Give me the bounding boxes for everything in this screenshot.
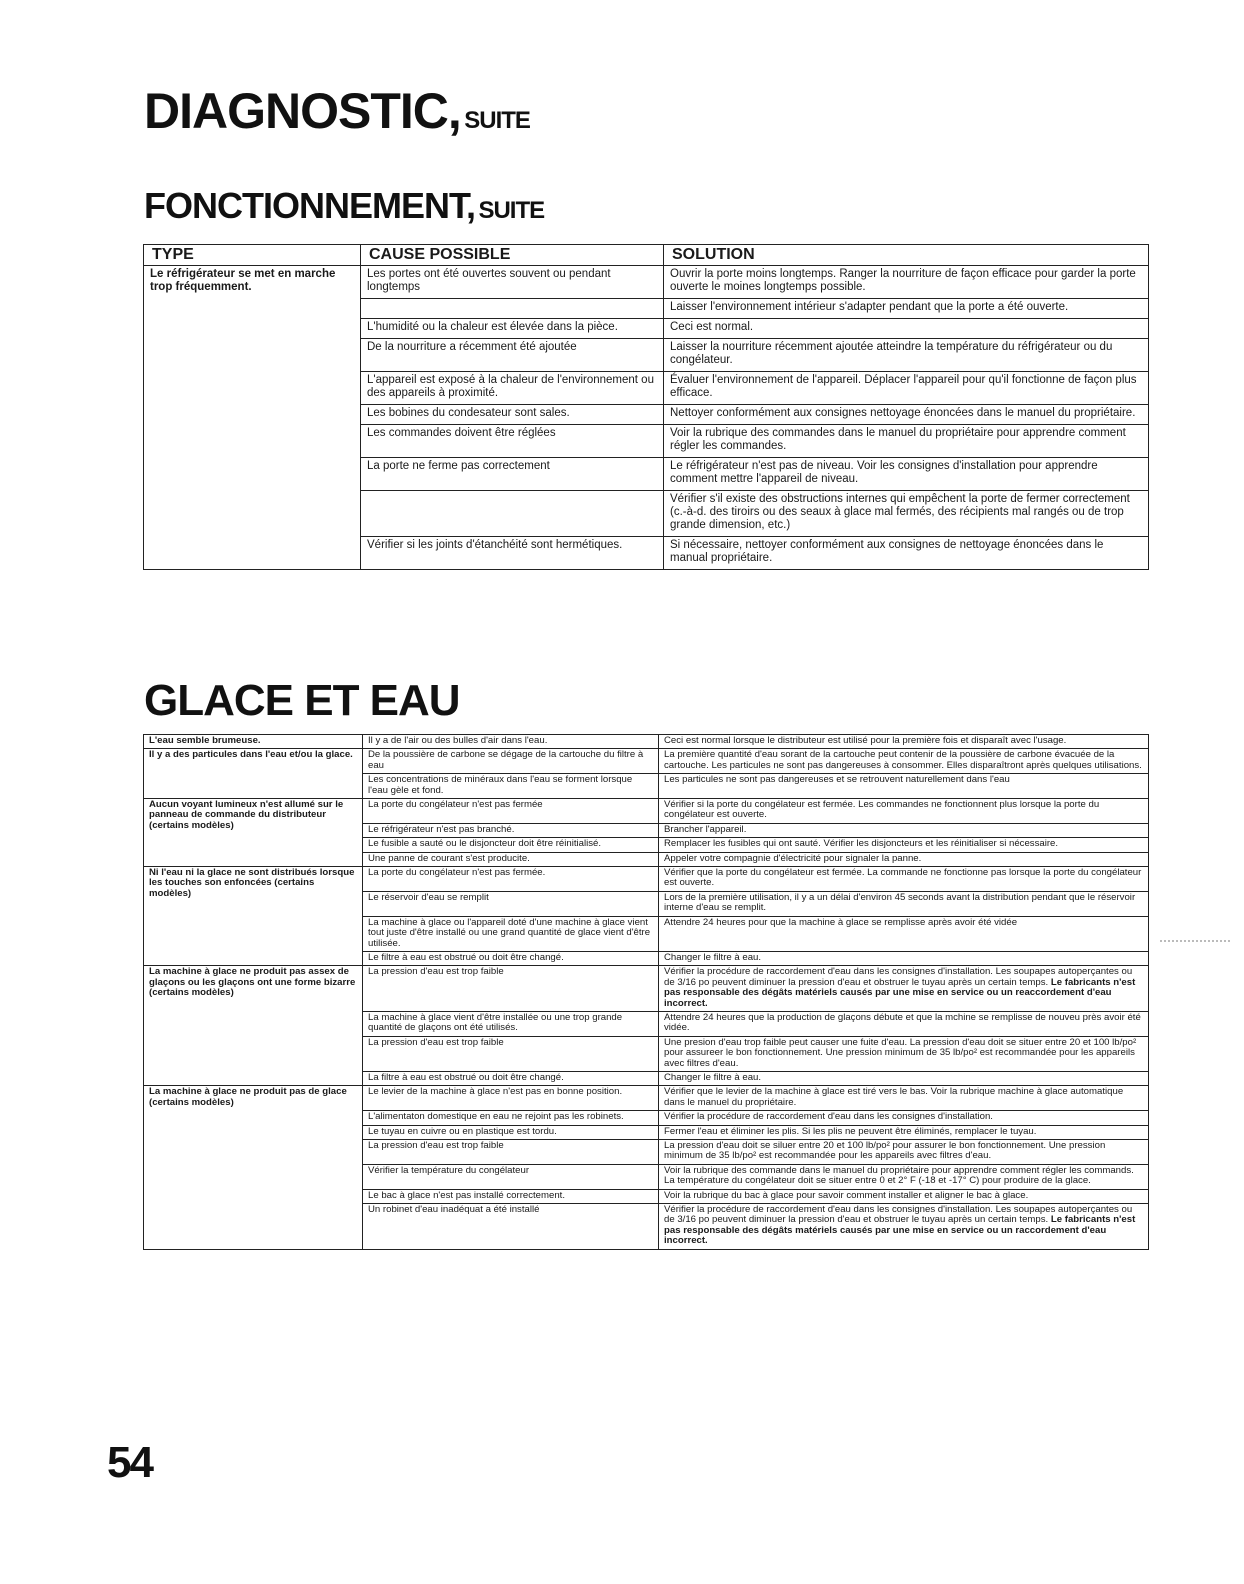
cause-cell: La machine à glace ou l'appareil doté d'une machine à glace vient tout juste d'être installé ou une grand quantité de glace vient d'être utilisée. (363, 916, 659, 951)
table-row (144, 799, 1149, 824)
cause-cell: Le réservoir d'eau se remplit (363, 891, 659, 916)
section2-title (144, 676, 460, 726)
cause-cell: La porte du congélateur n'est pas fermée. (363, 867, 659, 892)
cause-cell: Une panne de courant s'est producite. (363, 852, 659, 866)
type-cell: Aucun voyant lumineux n'est allumé sur le panneau de commande du distributeur (certains modèles) (144, 799, 363, 867)
solution-cell (659, 774, 1149, 799)
solution-text: Voir la rubrique des commande dans le manuel du propriétaire pour apprendre comment régler les commands. La température du congélateur doit se situer entre 0 et 2° F (-18 et -17° C) pour produire de la glace. (664, 1164, 1134, 1187)
cause-cell: Vérifier la température du congélateur (363, 1164, 659, 1189)
section1-title (144, 185, 544, 227)
solution-cell (659, 891, 1149, 916)
cause-cell: L'humidité ou la chaleur est élevée dans la pièce. (361, 319, 664, 339)
solution-text: Brancher l'appareil. (664, 823, 747, 835)
solution-text: Vérifier la procédure de raccordement d'eau dans les consignes d'installation. Les soupapes autoperçantes ou de 3/16 po peuvent diminuer la pression d'eau et obstruer le tuyau après un certain temps. (664, 966, 1133, 988)
header-cause: CAUSE POSSIBLE (361, 245, 664, 266)
section1-title-main: FONCTIONNEMENT, (144, 185, 475, 226)
table-row (144, 749, 1149, 774)
solution-cell: Vérifier s'il existe des obstructions internes qui empêchent la porte de fermer correctement (c.-à-d. des tiroirs ou des seaux à glace mal fermés, des récipients mal rangés ou de trop grande dimension, etc.) (664, 491, 1149, 537)
solution-cell (659, 1125, 1149, 1139)
solution-cell (659, 1164, 1149, 1189)
solution-text: Voir la rubrique du bac à glace pour savoir comment installer et aligner le bac à glace. (664, 1189, 1029, 1201)
solution-text: Ceci est normal lorsque le distributeur est utilisé pour la première fois et disparaît avec l'usage. (664, 735, 1067, 746)
cause-cell: Les bobines du condesateur sont sales. (361, 405, 664, 425)
header-solution: SOLUTION (664, 245, 1149, 266)
solution-cell: Évaluer l'environnement de l'appareil. Déplacer l'appareil pour qu'il fonctionne de façon plus efficace. (664, 372, 1149, 405)
type-cell: Il y a des particules dans l'eau et/ou la glace. (144, 749, 363, 799)
solution-text: Changer le filtre à eau. (664, 951, 762, 963)
cause-cell: De la poussière de carbone se dégage de la cartouche du filtre à eau (363, 749, 659, 774)
solution-cell (659, 867, 1149, 892)
solution-text: Attendre 24 heures pour que la machine à glace se remplisse après avoir été vidée (664, 916, 1018, 928)
table-row (144, 867, 1149, 892)
solution-text: Remplacer les fusibles qui ont sauté. Vérifier les disjoncteurs et les réinitialiser si nécessaire. (664, 838, 1059, 850)
cause-cell: Le tuyau en cuivre ou en plastique est tordu. (363, 1125, 659, 1139)
cause-cell: Il y a de l'air ou des bulles d'air dans l'eau. (363, 735, 659, 749)
cause-cell: Les portes ont été ouvertes souvent ou pendant longtemps (361, 266, 664, 299)
page-number: 54 (107, 1438, 152, 1487)
solution-cell: Laisser l'environnement intérieur s'adapter pendant que la porte a été ouverte. (664, 299, 1149, 319)
solution-cell: Laisser la nourriture récemment ajoutée atteindre la température du réfrigérateur ou du congélateur. (664, 339, 1149, 372)
solution-cell: Ouvrir la porte moins longtemps. Ranger la nourriture de façon efficace pour garder la porte ouverte le moines longtemps possible. (664, 266, 1149, 299)
cause-cell: L'appareil est exposé à la chaleur de l'environnement ou des appareils à proximité. (361, 372, 664, 405)
solution-text: Vérifier si la porte du congélateur est fermée. Les commandes ne fonctionnent plus lorsque la porte du congélateur est ouverte. (664, 799, 1100, 821)
solution-cell (659, 966, 1149, 1012)
table-row (144, 966, 1149, 1012)
cause-cell: La pression d'eau est trop faible (363, 966, 659, 1012)
solution-text: Vérifier que le levier de la machine à glace est tiré vers le bas. Voir la rubrique machine à glace automatique dans le manuel du propriétaire. (664, 1086, 1124, 1108)
solution-cell (659, 823, 1149, 837)
cause-cell: Le réfrigérateur n'est pas branché. (363, 823, 659, 837)
solution-cell: Si nécessaire, nettoyer conformément aux consignes de nettoyage énoncées dans le manual propriétaire. (664, 537, 1149, 570)
table-row (144, 1086, 1149, 1111)
solution-warning: Le fabricants n'est pas responsable des dégâts matériels causés par une mise en service ou un raccordement d'eau incorrect. (664, 1214, 1136, 1247)
solution-cell (659, 916, 1149, 951)
cause-cell: Un robinet d'eau inadéquat a été installé (363, 1204, 659, 1250)
solution-text: Appeler votre compagnie d'électricité pour signaler la panne. (664, 852, 922, 864)
cause-cell: Le levier de la machine à glace n'est pas en bonne position. (363, 1086, 659, 1111)
cause-cell: L'alimentaton domestique en eau ne rejoint pas les robinets. (363, 1111, 659, 1125)
cause-cell: La filtre à eau est obstrué ou doit être changé. (363, 1071, 659, 1085)
cause-cell (361, 299, 664, 319)
margin-dots (1160, 940, 1230, 942)
cause-cell: Les commandes doivent être réglées (361, 425, 664, 458)
solution-cell (659, 1071, 1149, 1085)
solution-text: Vérifier que la porte du congélateur est fermée. La commande ne fonctionne pas lorsque la porte du congélateur est ouverte. (664, 867, 1142, 889)
solution-cell (659, 1111, 1149, 1125)
solution-cell: Nettoyer conformément aux consignes nettoyage énoncées dans le manuel du propriétaire. (664, 405, 1149, 425)
section1-title-suffix: SUITE (478, 197, 545, 224)
table-row (144, 266, 1149, 299)
table-row (144, 735, 1149, 749)
solution-cell (659, 1204, 1149, 1250)
solution-cell (659, 1036, 1149, 1071)
solution-cell (659, 1189, 1149, 1203)
solution-cell: Voir la rubrique des commandes dans le manuel du propriétaire pour apprendre comment régler les commandes. (664, 425, 1149, 458)
solution-cell (659, 799, 1149, 824)
solution-text: Vérifier la procédure de raccordement d'eau dans les consignes d'installation. Les soupapes autoperçantes ou de 3/16 po peuvent diminuer la pression d'eau et obstruer le tuyau après un certain temps. (664, 1204, 1133, 1226)
solution-warning: Le fabricants n'est pas responsable des dégâts matériels causés par une mise en service ou un reaccordement d'eau incorrect. (664, 976, 1136, 1009)
solution-text: Fermer l'eau et éliminer les plis. Si les plis ne peuvent être éliminés, remplacer le tuyau. (664, 1125, 1037, 1137)
section2-title-main: GLACE ET EAU (144, 676, 460, 725)
cause-cell: La machine à glace vient d'être installée ou une trop grande quantité de glaçons ont été utilisés. (363, 1011, 659, 1036)
type-cell: La machine à glace ne produit pas de glace (certains modèles) (144, 1086, 363, 1249)
solution-cell: Ceci est normal. (664, 319, 1149, 339)
cause-cell: La porte du congélateur n'est pas fermée (363, 799, 659, 824)
type-cell: La machine à glace ne produit pas assex de glaçons ou les glaçons ont une forme bizarre (certains modèles) (144, 966, 363, 1086)
ice-water-table (143, 734, 1149, 1250)
type-cell: L'eau semble brumeuse. (144, 735, 363, 749)
operation-table (143, 244, 1149, 570)
solution-text: La première quantité d'eau sorant de la cartouche peut contenir de la poussière de carbone évacuée de la cartouche. Les particules ne sont pas dangereuses à consommer. Elles disparaîtront après quelques utilisations. (664, 749, 1142, 771)
solution-cell (659, 852, 1149, 866)
page-title (144, 82, 530, 140)
page-title-main: DIAGNOSTIC, (144, 83, 461, 139)
solution-text: Attendre 24 heures que la production de glaçons débute et que la mchine se remplisse de nouveu près avoir été vidée. (664, 1011, 1141, 1034)
cause-cell: La pression d'eau est trop faible (363, 1036, 659, 1071)
solution-text: Vérifier la procédure de raccordement d'eau dans les consignes d'installation. (664, 1111, 993, 1123)
header-type: TYPE (144, 245, 361, 266)
cause-cell: La porte ne ferme pas correctement (361, 458, 664, 491)
cause-cell: Les concentrations de minéraux dans l'eau se forment lorsque l'eau gèle et fond. (363, 774, 659, 799)
solution-cell (659, 838, 1149, 852)
solution-text: Les particules ne sont pas dangereuses et se retrouvent naturellement dans l'eau (664, 774, 1010, 786)
type-cell: Ni l'eau ni la glace ne sont distribués lorsque les touches son enfoncées (certains modèles) (144, 867, 363, 966)
cause-cell: Le bac à glace n'est pas installé correctement. (363, 1189, 659, 1203)
table-header-row (144, 245, 1149, 266)
cause-cell: Vérifier si les joints d'étanchéité sont hermétiques. (361, 537, 664, 570)
solution-text: Une presion d'eau trop faible peut causer une fuite d'eau. La pression d'eau doit se situer entre 20 et 100 lb/po² pour assureer le bon fonctionnement. Une pression minimum de 35 lb/po² est recommandée pour les appareils avec filtres d'eau. (664, 1036, 1137, 1069)
solution-cell (659, 1086, 1149, 1111)
solution-text: Changer le filtre à eau. (664, 1071, 762, 1083)
cause-cell: De la nourriture a récemment été ajoutée (361, 339, 664, 372)
solution-text: Lors de la première utilisation, il y a un délai d'environ 45 seconds avant la distribution pendant que le réservoir interne d'eau se remplit. (664, 891, 1136, 914)
solution-cell (659, 1140, 1149, 1165)
solution-text: La pression d'eau doit se siluer entre 20 et 100 lb/po² pour assurer le bon fonctionnement. Une pression minimum de 35 lb/po² est recommandée pour les appareils avec filtres d'eau. (664, 1140, 1106, 1162)
solution-cell: Le réfrigérateur n'est pas de niveau. Voir les consignes d'installation pour apprendre comment mettre l'appareil de niveau. (664, 458, 1149, 491)
solution-cell (659, 749, 1149, 774)
cause-cell: Le fusible a sauté ou le disjoncteur doit être réinitialisé. (363, 838, 659, 852)
type-cell: Le réfrigérateur se met en marche trop fréquemment. (144, 266, 361, 570)
solution-cell (659, 1011, 1149, 1036)
solution-cell (659, 951, 1149, 965)
cause-cell: La pression d'eau est trop faible (363, 1140, 659, 1165)
cause-cell (361, 491, 664, 537)
page-title-suffix: SUITE (464, 107, 530, 134)
cause-cell: Le filtre à eau est obstrué ou doit être changé. (363, 951, 659, 965)
solution-cell (659, 735, 1149, 749)
